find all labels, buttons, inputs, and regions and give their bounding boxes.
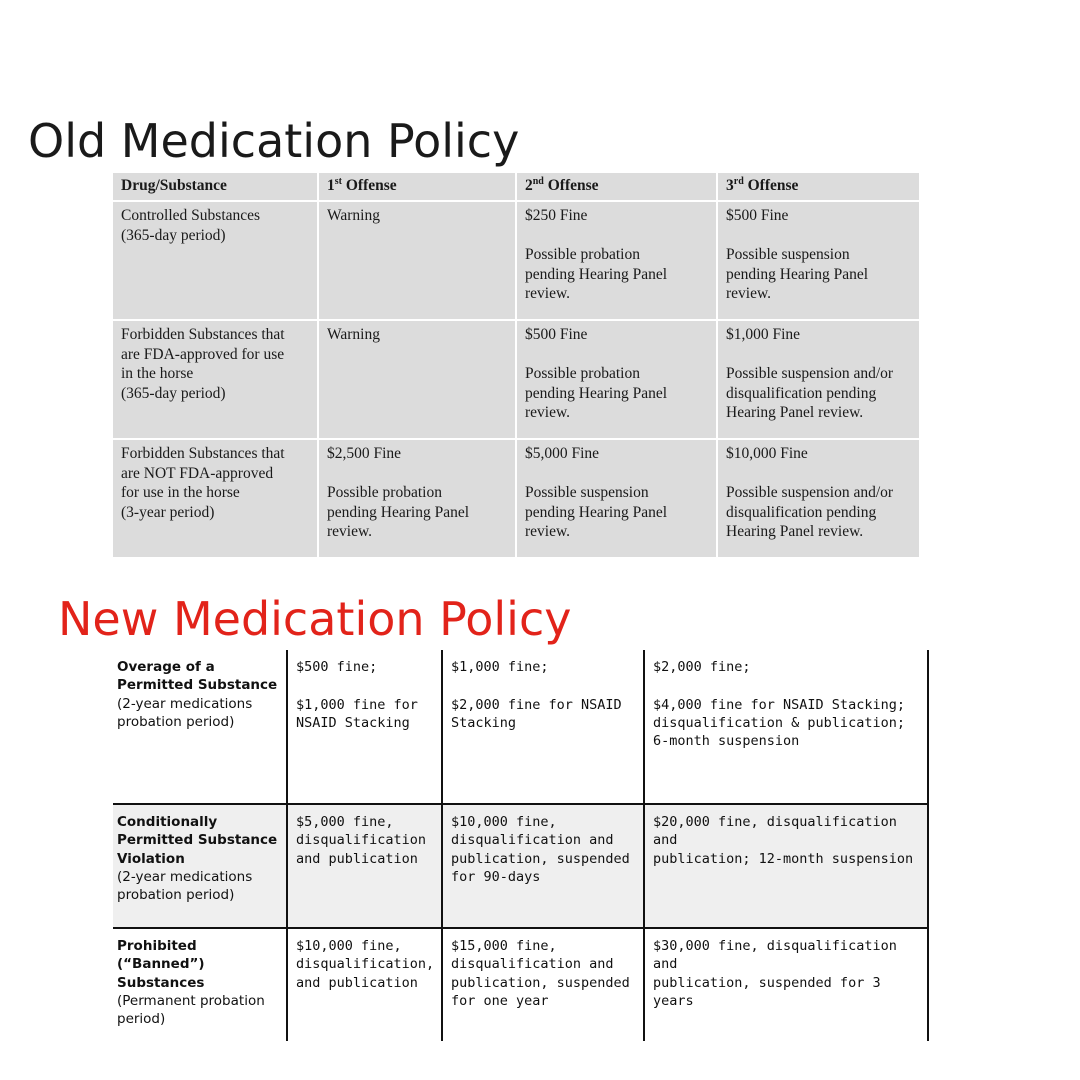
new-policy-table	[113, 650, 929, 1041]
second-offense-cell: $1,000 fine; $2,000 fine for NSAID Stacking	[442, 650, 644, 804]
substance-cell: Controlled Substances (365-day period)	[113, 202, 319, 321]
substance-cell: Forbidden Substances that are NOT FDA-approved for use in the horse (3-year period)	[113, 440, 319, 559]
old-table-header-row	[113, 173, 921, 202]
old-table-row-not-fda-approved	[113, 440, 921, 559]
first-offense-cell: Warning	[319, 202, 517, 321]
new-table-row-conditionally-permitted	[113, 804, 928, 928]
third-offense-cell: $500 Fine Possible suspension pending Hearing Panel review.	[718, 202, 921, 321]
third-offense-cell: $30,000 fine, disqualification and publication, suspended for 3 years	[644, 928, 928, 1041]
header-drug-substance: Drug/Substance	[113, 173, 319, 202]
old-policy-title: Old Medication Policy	[28, 114, 520, 168]
old-table-row-fda-approved	[113, 321, 921, 440]
substance-label-cell: Prohibited (“Banned”) Substances (Permanent probation period)	[113, 928, 287, 1041]
first-offense-cell: $5,000 fine, disqualification and publication	[287, 804, 442, 928]
first-offense-cell: Warning	[319, 321, 517, 440]
third-offense-cell: $1,000 Fine Possible suspension and/or disqualification pending Hearing Panel review.	[718, 321, 921, 440]
second-offense-cell: $250 Fine Possible probation pending Hearing Panel review.	[517, 202, 718, 321]
third-offense-cell: $20,000 fine, disqualification and publication; 12-month suspension	[644, 804, 928, 928]
first-offense-cell: $2,500 Fine Possible probation pending Hearing Panel review.	[319, 440, 517, 559]
header-third-offense: 3rd Offense	[718, 173, 921, 202]
header-first-offense: 1st Offense	[319, 173, 517, 202]
old-policy-table	[113, 173, 921, 559]
first-offense-cell: $500 fine; $1,000 fine for NSAID Stacking	[287, 650, 442, 804]
second-offense-cell: $15,000 fine, disqualification and publication, suspended for one year	[442, 928, 644, 1041]
second-offense-cell: $500 Fine Possible probation pending Hearing Panel review.	[517, 321, 718, 440]
second-offense-cell: $5,000 Fine Possible suspension pending Hearing Panel review.	[517, 440, 718, 559]
second-offense-cell: $10,000 fine, disqualification and publication, suspended for 90-days	[442, 804, 644, 928]
substance-cell: Forbidden Substances that are FDA-approved for use in the horse (365-day period)	[113, 321, 319, 440]
substance-label-cell: Overage of a Permitted Substance (2-year medications probation period)	[113, 650, 287, 804]
third-offense-cell: $10,000 Fine Possible suspension and/or disqualification pending Hearing Panel review.	[718, 440, 921, 559]
header-second-offense: 2nd Offense	[517, 173, 718, 202]
third-offense-cell: $2,000 fine; $4,000 fine for NSAID Stacking; disqualification & publication; 6-month suspension	[644, 650, 928, 804]
new-table-row-overage	[113, 650, 928, 804]
new-table-row-prohibited	[113, 928, 928, 1041]
old-table-row-controlled	[113, 202, 921, 321]
first-offense-cell: $10,000 fine, disqualification, and publication	[287, 928, 442, 1041]
substance-label-cell: Conditionally Permitted Substance Violation (2-year medications probation period)	[113, 804, 287, 928]
new-policy-title: New Medication Policy	[58, 592, 572, 646]
